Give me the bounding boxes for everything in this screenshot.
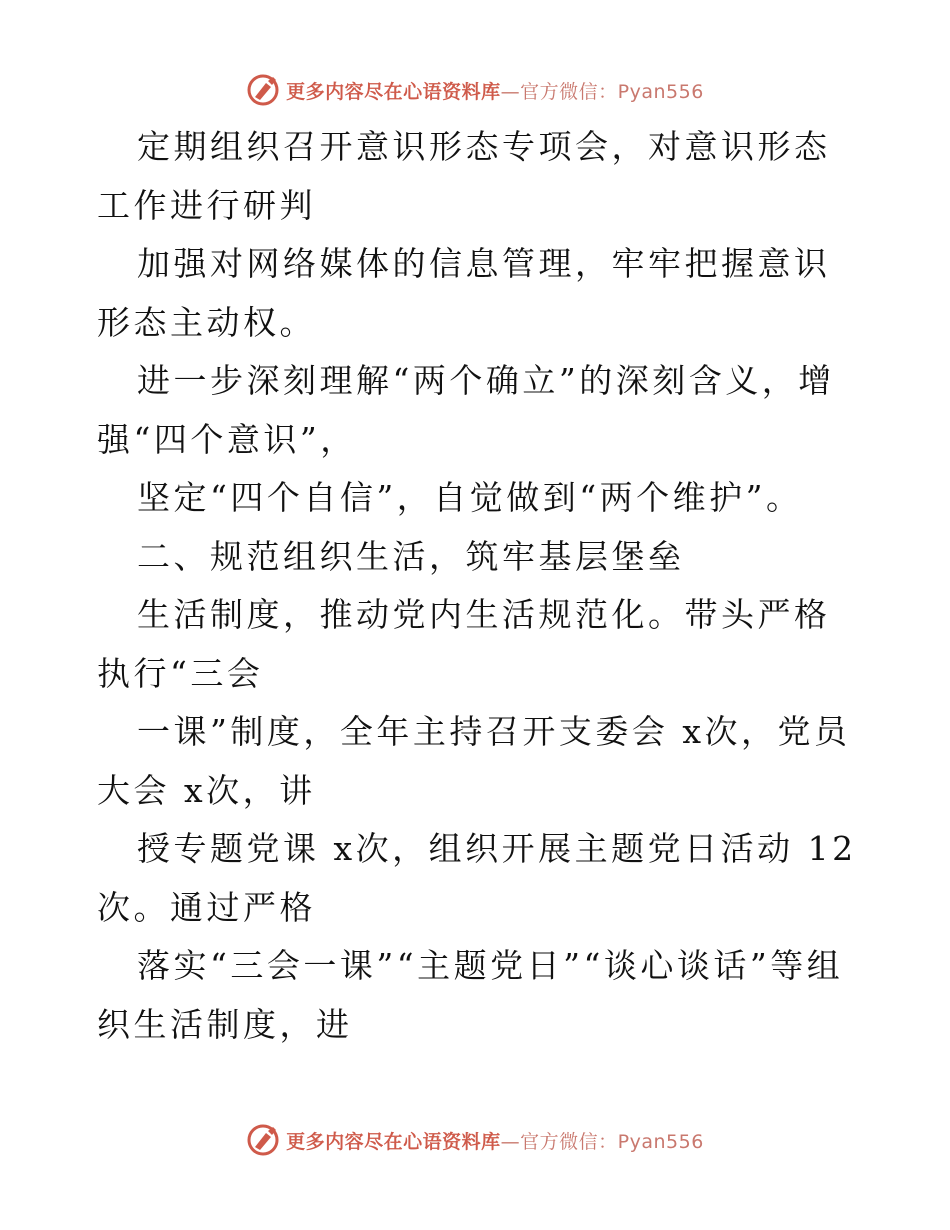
- footer-suffix: —官方微信：Pyan556: [500, 1130, 704, 1153]
- footer-brand: 更多内容尽在心语资料库: [286, 1130, 501, 1153]
- header-suffix: —官方微信：Pyan556: [500, 80, 704, 103]
- paragraph-1: 定期组织召开意识形态专项会，对意识形态工作进行研判: [97, 127, 831, 225]
- section-heading: 二、规范组织生活，筑牢基层堡垒: [137, 536, 685, 576]
- header-brand: 更多内容尽在心语资料库: [286, 80, 501, 103]
- paragraph-9: 落实“三会一课”“主题党日”“谈心谈话”等组织生活制度，进: [97, 946, 844, 1044]
- header-watermark-text: [286, 77, 704, 104]
- logo-icon: [246, 1123, 280, 1157]
- footer-watermark: [0, 1120, 950, 1160]
- logo-icon: [246, 73, 280, 107]
- paragraph-3: 进一步深刻理解“两个确立”的深刻含义，增强“四个意识”，: [97, 361, 835, 459]
- document-body: [97, 118, 857, 1054]
- footer-watermark-text: [286, 1127, 704, 1154]
- paragraph-2: 加强对网络媒体的信息管理，牢牢把握意识形态主动权。: [97, 244, 831, 342]
- header-watermark: [0, 70, 950, 110]
- paragraph-8: 授专题党课 x次，组织开展主题党日活动 12次。通过严格: [97, 829, 857, 927]
- paragraph-4: 坚定“四个自信”，自觉做到“两个维护”。: [137, 478, 803, 517]
- paragraph-6: 生活制度，推动党内生活规范化。带头严格执行“三会: [97, 595, 831, 693]
- paragraph-7: 一课”制度，全年主持召开支委会 x次，党员大会 x次，讲: [97, 712, 851, 810]
